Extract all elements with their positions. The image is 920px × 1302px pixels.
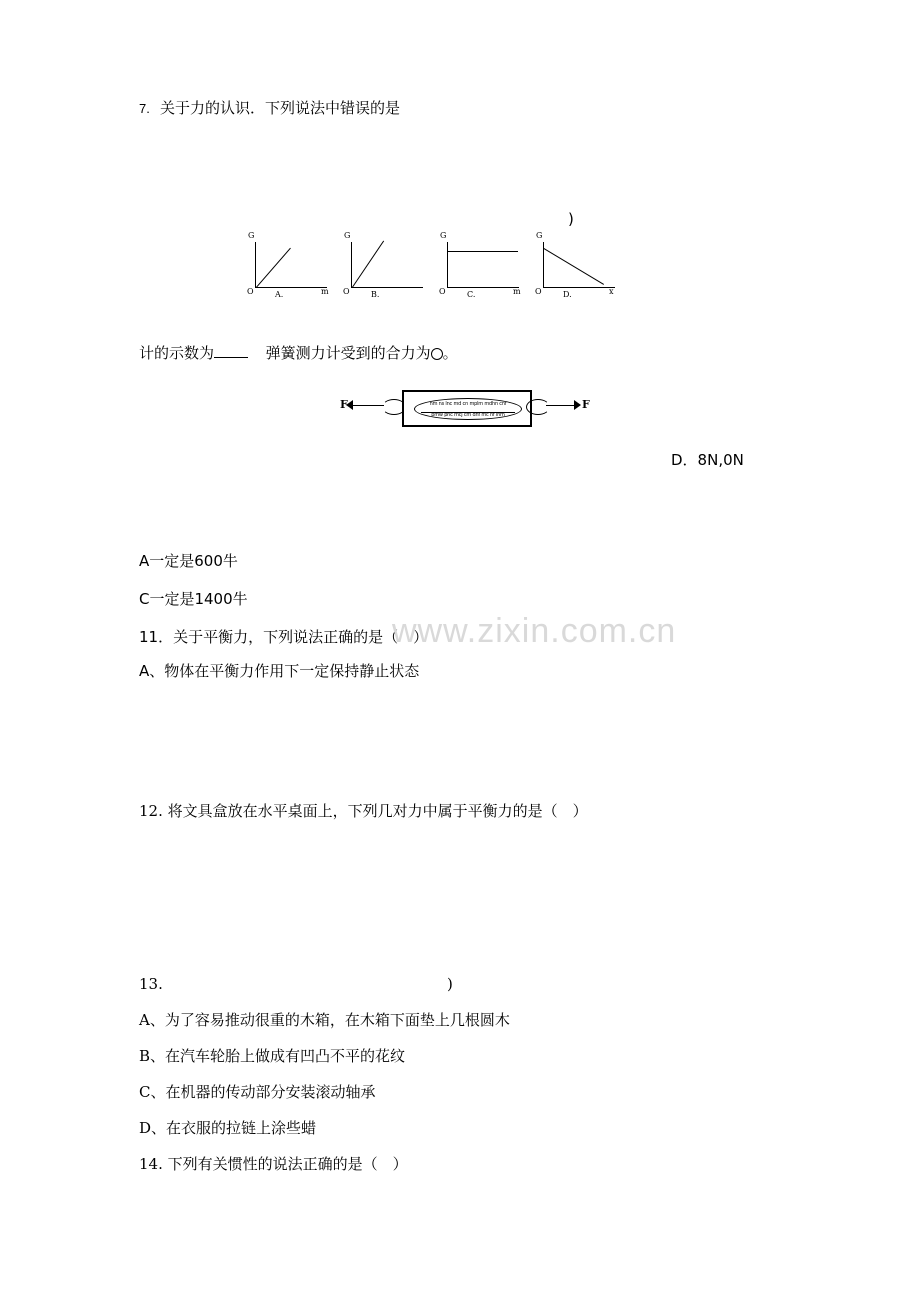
answer-blank-1: [214, 345, 248, 358]
question-11-option-a: A、物体在平衡力作用下一定保持静止状态: [139, 662, 420, 680]
graph-c-x-axis: [447, 287, 519, 288]
graph-a-origin-label: O: [247, 287, 254, 296]
graph-a-option-label: A.: [275, 290, 284, 299]
question-7-text: 关于力的认识．下列说法中错误的是: [160, 99, 401, 117]
graph-b-line: [352, 241, 384, 288]
graph-a-line: [256, 248, 291, 288]
question-13-option-d: D、在衣服的拉链上涂些蜡: [139, 1119, 317, 1137]
spring-scale-face: [414, 398, 522, 420]
graph-option-a: [245, 231, 333, 300]
graph-c-x-label: m: [513, 287, 521, 296]
graph-d-origin-label: O: [535, 287, 542, 296]
question-10-option-a: A一定是600牛: [139, 552, 238, 570]
question-12-text: 12. 将文具盒放在水平桌面上，下列几对力中属于平衡力的是（ ）: [139, 802, 588, 820]
question-13-paren: ): [447, 975, 453, 993]
graph-option-c: [437, 231, 525, 300]
question-13-option-b: B、在汽车轮胎上做成有凹凸不平的花纹: [139, 1047, 406, 1065]
graph-d-option-label: D.: [563, 290, 572, 299]
graph-option-d: [533, 231, 621, 300]
graph-b-y-label: G: [344, 231, 351, 240]
question-14-text: 14. 下列有关惯性的说法正确的是（ ）: [139, 1155, 408, 1173]
question-10-option-c: C一定是1400牛: [139, 590, 248, 608]
spring-left-arrow-head: [346, 400, 353, 410]
graph-c-line: [448, 251, 518, 252]
graph-figure: [245, 231, 625, 310]
graph-a-y-label: G: [248, 231, 255, 240]
graph-a-x-label: m: [321, 287, 329, 296]
graph-d-x-axis: [543, 287, 615, 288]
question-8-paren: ): [568, 210, 574, 228]
watermark: www.zixin.com.cn: [392, 612, 677, 650]
graph-c-origin-label: O: [439, 287, 446, 296]
spring-left-force-label: F: [340, 398, 348, 411]
question-8-blank-line: [139, 343, 458, 364]
graph-b-y-axis: [351, 242, 352, 288]
spring-body: [402, 390, 532, 427]
spring-right-hook: [526, 399, 550, 415]
spring-right-force-label: F: [582, 398, 590, 411]
spring-left-arrow-line: [352, 405, 384, 406]
spring-right-arrow-head: [574, 400, 581, 410]
graph-d-y-label: G: [536, 231, 543, 240]
graph-b-x-axis: [351, 287, 423, 288]
graph-c-option-label: C.: [467, 290, 476, 299]
graph-option-b: [341, 231, 429, 300]
graph-a-y-axis: [255, 242, 256, 288]
graph-a-x-axis: [255, 287, 327, 288]
question-13-option-c: C、在机器的传动部分安装滚动轴承: [139, 1083, 376, 1101]
question-8-middle: 弹簧测力计受到的合力为: [265, 344, 431, 362]
graph-d-x-label: x: [609, 287, 614, 296]
question-13-option-a: A、为了容易推动很重的木箱，在木箱下面垫上几根圆木: [139, 1011, 510, 1029]
question-13-number: 13.: [139, 975, 163, 993]
graph-b-origin-label: O: [343, 287, 350, 296]
spring-scale-figure: [340, 383, 590, 431]
question-11-text: 11．关于平衡力，下列说法正确的是（ ）: [139, 628, 429, 646]
spring-text-top: hm ns lnc md cn mplm mdhn cnf: [429, 401, 507, 407]
graph-d-line: [543, 248, 604, 285]
spring-text-bottom: pmw pnc mcj cm dnf mc nf lnm: [431, 412, 505, 418]
question-8-prefix: 计的示数为: [139, 344, 215, 362]
question-9-option-d: D．8N,0N: [671, 451, 744, 469]
question-8-suffix: 。: [442, 344, 458, 362]
answer-blank-2: [431, 348, 443, 360]
graph-c-y-label: G: [440, 231, 447, 240]
graph-c-y-axis: [447, 242, 448, 288]
graph-b-option-label: B.: [371, 290, 380, 299]
question-7-number: 7.: [139, 101, 150, 116]
